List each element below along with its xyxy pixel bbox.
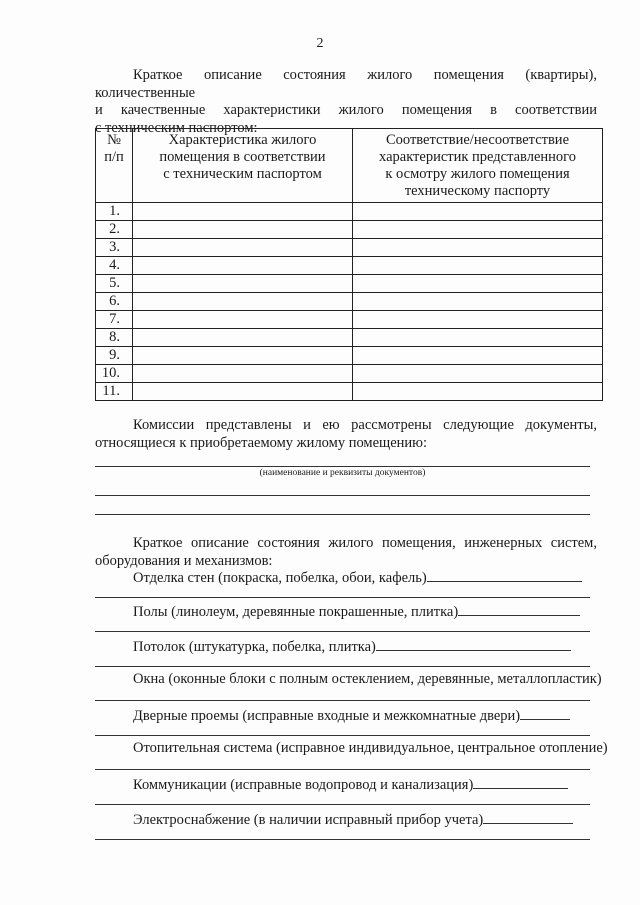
table-row xyxy=(96,239,603,257)
state-item-field-line[interactable] xyxy=(95,700,590,701)
state-item-label: Отделка стен (покраска, побелка, обои, кафель) xyxy=(133,570,427,586)
state-item-label: Потолок (штукатурка, побелка, плитка) xyxy=(133,639,376,655)
state-item-field-line[interactable] xyxy=(95,735,590,736)
row-number: 5. xyxy=(96,275,133,293)
compliance-cell[interactable] xyxy=(353,365,603,383)
row-number: 11. xyxy=(96,383,133,401)
table-row xyxy=(96,257,603,275)
state-line-1: Краткое описание состояния жилого помещения, инженерных систем, xyxy=(133,535,597,551)
row-number: 9. xyxy=(96,347,133,365)
state-item-inline-field[interactable] xyxy=(473,775,568,789)
characteristics-table xyxy=(95,128,602,401)
characteristic-cell[interactable] xyxy=(133,257,353,275)
characteristic-cell[interactable] xyxy=(133,293,353,311)
documents-caption: (наименование и реквизиты документов) xyxy=(259,468,426,478)
characteristic-cell[interactable] xyxy=(133,383,353,401)
table-row xyxy=(96,221,603,239)
table-row xyxy=(96,275,603,293)
state-item-field-line[interactable] xyxy=(95,839,590,840)
state-item xyxy=(133,568,582,587)
characteristic-cell[interactable] xyxy=(133,347,353,365)
intro-line-3: с техническим паспортом: xyxy=(95,119,258,136)
characteristic-cell[interactable] xyxy=(133,311,353,329)
row-number: 6. xyxy=(96,293,133,311)
table-row xyxy=(96,383,603,401)
row-number: 10. xyxy=(96,365,133,383)
header-number: № п/п xyxy=(96,129,133,203)
table-row xyxy=(96,203,603,221)
documents-line-1: Комиссии представлены и ею рассмотрены следующие документы, xyxy=(133,417,597,433)
compliance-cell[interactable] xyxy=(353,221,603,239)
state-item-label: Дверные проемы (исправные входные и межкомнатные двери) xyxy=(133,708,521,724)
state-item-field-line[interactable] xyxy=(95,631,590,632)
row-number: 8. xyxy=(96,329,133,347)
state-item-label: Полы (линолеум, деревянные покрашенные, плитка) xyxy=(133,604,459,620)
table-header-row xyxy=(96,129,603,203)
state-item-inline-field[interactable] xyxy=(376,637,571,651)
row-number: 7. xyxy=(96,311,133,329)
characteristic-cell[interactable] xyxy=(133,365,353,383)
state-item xyxy=(133,706,570,725)
characteristic-cell[interactable] xyxy=(133,275,353,293)
compliance-cell[interactable] xyxy=(353,347,603,365)
compliance-cell[interactable] xyxy=(353,383,603,401)
page-number: 2 xyxy=(316,36,324,51)
characteristic-cell[interactable] xyxy=(133,329,353,347)
table-row xyxy=(96,329,603,347)
state-item-inline-field[interactable] xyxy=(520,706,570,720)
compliance-cell[interactable] xyxy=(353,257,603,275)
intro-line-2: и качественные характеристики жилого помещения в соответствии xyxy=(95,102,597,118)
state-item-inline-field[interactable] xyxy=(427,568,582,582)
header-characteristic: Характеристика жилого помещения в соответствии с техническим паспортом xyxy=(133,129,353,203)
state-item-field-line[interactable] xyxy=(95,597,590,598)
documents-paragraph xyxy=(95,417,597,452)
row-number: 4. xyxy=(96,257,133,275)
state-item-label: Отопительная система (исправное индивидуальное, центральное отопление) xyxy=(133,740,608,756)
characteristic-cell[interactable] xyxy=(133,239,353,257)
state-item xyxy=(133,602,580,621)
table-row xyxy=(96,293,603,311)
header-compliance: Соответствие/несоответствие характеристик представленного к осмотру жилого помещения техническому паспорту xyxy=(353,129,603,203)
table-row xyxy=(96,311,603,329)
characteristic-cell[interactable] xyxy=(133,203,353,221)
state-item-field-line[interactable] xyxy=(95,666,590,667)
state-item xyxy=(133,740,608,757)
table-row xyxy=(96,347,603,365)
documents-field-line-1[interactable] xyxy=(95,466,590,467)
state-item xyxy=(133,810,573,829)
table-row xyxy=(96,365,603,383)
compliance-cell[interactable] xyxy=(353,311,603,329)
row-number: 2. xyxy=(96,221,133,239)
state-item-label: Электроснабжение (в наличии исправный прибор учета) xyxy=(133,812,484,828)
state-item-field-line[interactable] xyxy=(95,804,590,805)
state-item-field-line[interactable] xyxy=(95,769,590,770)
state-paragraph xyxy=(95,535,597,570)
documents-field-line-2[interactable] xyxy=(95,495,590,496)
state-item-inline-field[interactable] xyxy=(458,602,580,616)
documents-line-2: относящиеся к приобретаемому жилому помещению: xyxy=(95,434,428,451)
state-item-inline-field[interactable] xyxy=(483,810,573,824)
state-item xyxy=(133,671,602,688)
intro-line-1: Краткое описание состояния жилого помещения (квартиры), количественные xyxy=(95,67,597,101)
compliance-cell[interactable] xyxy=(353,293,603,311)
compliance-cell[interactable] xyxy=(353,329,603,347)
compliance-cell[interactable] xyxy=(353,275,603,293)
row-number: 3. xyxy=(96,239,133,257)
compliance-cell[interactable] xyxy=(353,239,603,257)
state-line-2: оборудования и механизмов: xyxy=(95,552,273,569)
documents-field-line-3[interactable] xyxy=(95,514,590,515)
state-item-label: Окна (оконные блоки с полным остеклением, деревянные, металлопластик) xyxy=(133,671,602,687)
row-number: 1. xyxy=(96,203,133,221)
characteristic-cell[interactable] xyxy=(133,221,353,239)
state-item xyxy=(133,775,568,794)
intro-paragraph xyxy=(95,67,597,137)
state-item xyxy=(133,637,571,656)
compliance-cell[interactable] xyxy=(353,203,603,221)
state-item-label: Коммуникации (исправные водопровод и канализация) xyxy=(133,777,474,793)
